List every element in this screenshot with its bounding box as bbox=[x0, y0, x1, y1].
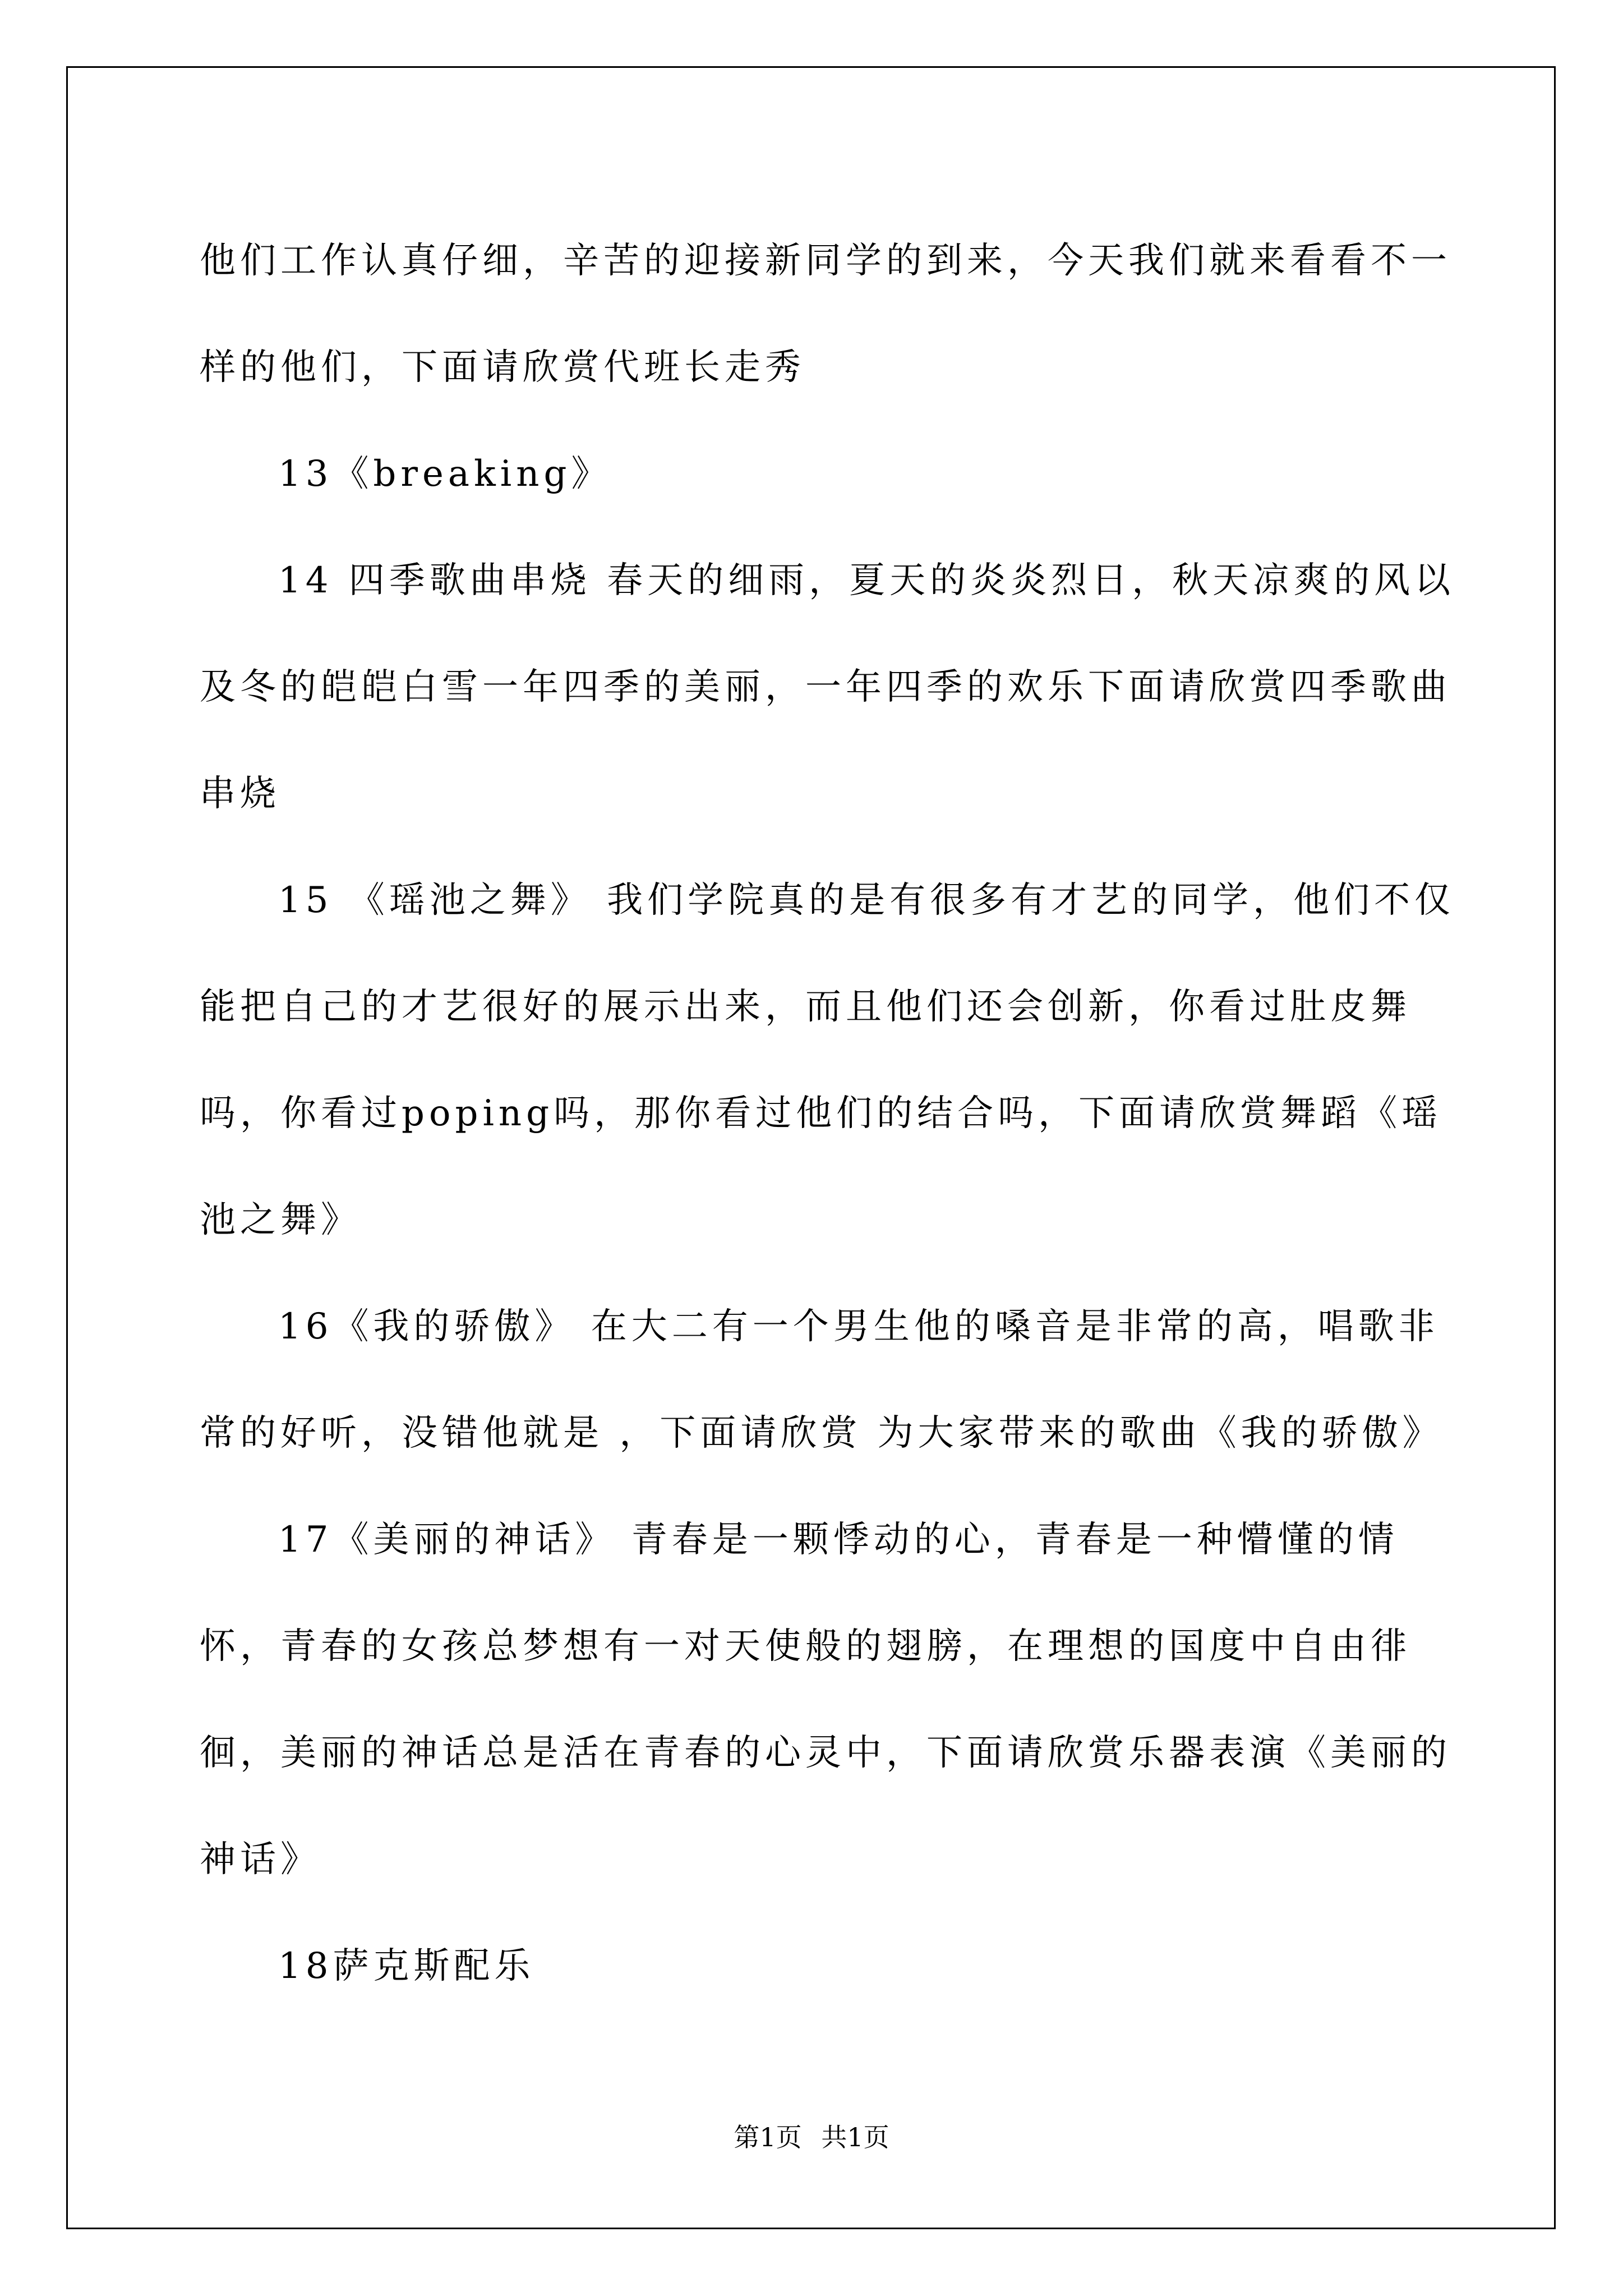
paragraph-1: 他们工作认真仔细，辛苦的迎接新同学的到来，今天我们就来看看不一样的他们，下面请欣赏代班长走秀 bbox=[200, 240, 1451, 388]
page-number-current: 第1页 bbox=[734, 2122, 802, 2152]
document-body bbox=[200, 208, 1456, 2019]
paragraph-6: 17《美丽的神话》 青春是一颗悸动的心，青春是一种懵懂的情怀，青春的女孩总梦想有一对天使般的翅膀，在理想的国度中自由徘徊，美丽的神话总是活在青春的心灵中，下面请欣赏乐器表演《美丽的神话》 bbox=[200, 1519, 1451, 1880]
paragraph-2: 13《breaking》 bbox=[278, 453, 612, 495]
paragraph-5: 16《我的骄傲》 在大二有一个男生他的嗓音是非常的高，唱歌非常的好听，没错他就是 ，下面请欣赏 为大家带来的歌曲《我的骄傲》 bbox=[200, 1306, 1443, 1454]
paragraph-3: 14 四季歌曲串烧 春天的细雨，夏天的炎炎烈日，秋天凉爽的风以及冬的皑皑白雪一年四季的美丽，一年四季的欢乐下面请欣赏四季歌曲串烧 bbox=[200, 560, 1455, 815]
page-footer bbox=[0, 2120, 1623, 2154]
paragraph-4: 15 《瑶池之舞》 我们学院真的是有很多有才艺的同学，他们不仅能把自己的才艺很好的展示出来，而且他们还会创新，你看过肚皮舞吗，你看过poping吗，那你看过他们的结合吗，下面请欣赏舞蹈《瑶池之舞》 bbox=[200, 880, 1455, 1241]
page-number-total: 共1页 bbox=[821, 2122, 889, 2152]
paragraph-7: 18萨克斯配乐 bbox=[278, 1945, 535, 1987]
